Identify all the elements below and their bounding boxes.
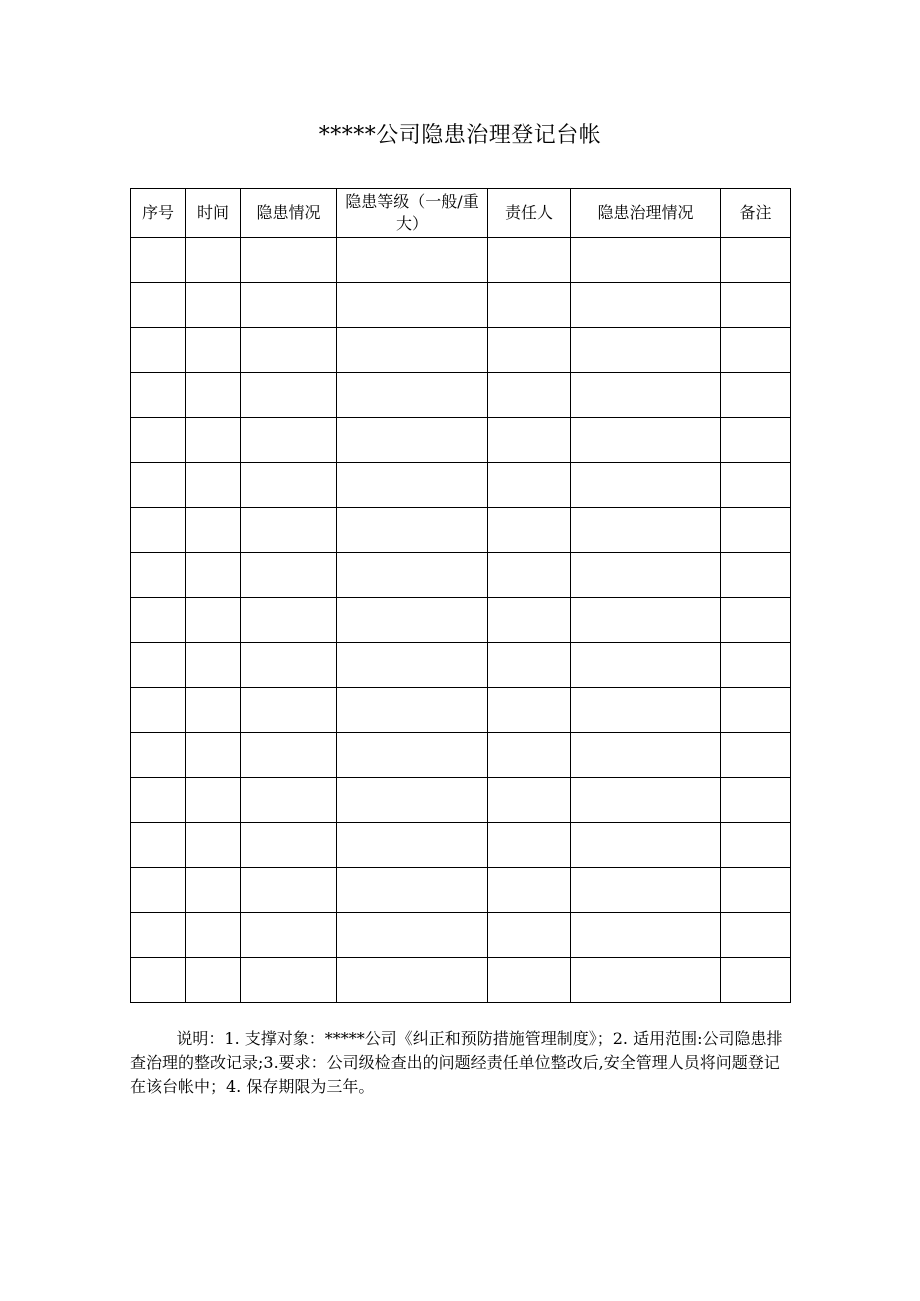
table-cell (721, 508, 791, 553)
table-cell (571, 463, 721, 508)
table-cell (488, 643, 571, 688)
table-cell (186, 283, 241, 328)
table-header-row (131, 189, 791, 238)
table-cell (721, 373, 791, 418)
table-cell (721, 868, 791, 913)
table-row (131, 418, 791, 463)
table-cell (337, 418, 488, 463)
notes-paragraph: 说明：1. 支撑对象：*****公司《纠正和预防措施管理制度》；2. 适用范围:公司隐患排查治理的整改记录;3.要求：公司级检查出的问题经责任单位整改后,安全管理人员将问题登记在该台帐中；4. 保存期限为三年。 (130, 1029, 783, 1096)
table-cell (721, 688, 791, 733)
table-cell (721, 913, 791, 958)
table-cell (337, 688, 488, 733)
table-cell (337, 553, 488, 598)
table-cell (721, 283, 791, 328)
table-cell (571, 688, 721, 733)
table-cell (337, 823, 488, 868)
table-cell (488, 508, 571, 553)
table-cell (571, 328, 721, 373)
table-cell (241, 463, 337, 508)
table-row (131, 688, 791, 733)
table-cell (131, 778, 186, 823)
table-row (131, 553, 791, 598)
table-cell (186, 868, 241, 913)
table-cell (337, 238, 488, 283)
table-cell (571, 733, 721, 778)
table-cell (337, 778, 488, 823)
table-cell (131, 643, 186, 688)
table-cell (721, 418, 791, 463)
table-cell (571, 913, 721, 958)
table-cell (186, 778, 241, 823)
table-cell (721, 598, 791, 643)
table-cell (721, 553, 791, 598)
table-cell (571, 823, 721, 868)
table-cell (337, 643, 488, 688)
table-cell (186, 328, 241, 373)
table-row (131, 823, 791, 868)
table-cell (571, 283, 721, 328)
table-cell (131, 553, 186, 598)
table-cell (337, 598, 488, 643)
table-cell (241, 283, 337, 328)
table-cell (131, 958, 186, 1003)
table-cell (571, 778, 721, 823)
table-cell (241, 958, 337, 1003)
table-cell (241, 823, 337, 868)
table-cell (241, 373, 337, 418)
table-cell (337, 328, 488, 373)
table-cell (337, 868, 488, 913)
header-time: 时间 (186, 189, 241, 238)
header-remarks: 备注 (721, 189, 791, 238)
table-cell (571, 553, 721, 598)
table-cell (488, 778, 571, 823)
table-cell (131, 913, 186, 958)
table-cell (571, 373, 721, 418)
table-cell (186, 598, 241, 643)
table-cell (571, 958, 721, 1003)
table-cell (186, 418, 241, 463)
table-cell (337, 283, 488, 328)
table-row (131, 598, 791, 643)
table-cell (186, 688, 241, 733)
table-cell (131, 508, 186, 553)
table-cell (721, 733, 791, 778)
table-cell (131, 733, 186, 778)
table-cell (241, 598, 337, 643)
table-cell (337, 463, 488, 508)
table-row (131, 373, 791, 418)
table-cell (571, 508, 721, 553)
table-cell (131, 283, 186, 328)
table-cell (488, 553, 571, 598)
document-title: *****公司隐患治理登记台帐 (318, 123, 602, 148)
table-cell (131, 373, 186, 418)
table-cell (571, 238, 721, 283)
table-cell (721, 643, 791, 688)
table-row (131, 508, 791, 553)
table-cell (131, 823, 186, 868)
table-cell (186, 643, 241, 688)
hazard-ledger-table (130, 188, 791, 1003)
table-cell (721, 328, 791, 373)
table-cell (131, 463, 186, 508)
table-row (131, 643, 791, 688)
table-cell (488, 688, 571, 733)
table-cell (186, 373, 241, 418)
table-cell (131, 688, 186, 733)
table-cell (131, 868, 186, 913)
table-cell (131, 418, 186, 463)
table-cell (488, 328, 571, 373)
table-cell (488, 913, 571, 958)
table-cell (488, 598, 571, 643)
table-cell (488, 373, 571, 418)
table-row (131, 733, 791, 778)
table-cell (186, 508, 241, 553)
table-row (131, 958, 791, 1003)
table-cell (488, 958, 571, 1003)
table-row (131, 868, 791, 913)
header-hazard-situation: 隐患情况 (241, 189, 337, 238)
header-responsible-person: 责任人 (488, 189, 571, 238)
table-cell (337, 373, 488, 418)
table-cell (488, 463, 571, 508)
table-cell (241, 508, 337, 553)
table-cell (186, 913, 241, 958)
table-cell (571, 868, 721, 913)
table-cell (337, 508, 488, 553)
table-row (131, 238, 791, 283)
table-cell (721, 958, 791, 1003)
table-cell (488, 283, 571, 328)
table-cell (241, 778, 337, 823)
table-cell (571, 418, 721, 463)
header-serial-number: 序号 (131, 189, 186, 238)
table-cell (488, 733, 571, 778)
table-cell (241, 643, 337, 688)
table-cell (337, 913, 488, 958)
table-cell (131, 238, 186, 283)
table-row (131, 283, 791, 328)
table-row (131, 913, 791, 958)
table-cell (186, 823, 241, 868)
table-cell (131, 598, 186, 643)
table-cell (488, 418, 571, 463)
table-cell (241, 418, 337, 463)
table-cell (186, 733, 241, 778)
table-cell (241, 328, 337, 373)
table-cell (488, 238, 571, 283)
table-cell (571, 598, 721, 643)
table-body (131, 238, 791, 1003)
table-cell (721, 823, 791, 868)
table-cell (186, 463, 241, 508)
table-cell (571, 643, 721, 688)
table-cell (488, 823, 571, 868)
table-cell (241, 733, 337, 778)
table-cell (241, 688, 337, 733)
table-cell (241, 913, 337, 958)
table-cell (186, 958, 241, 1003)
table-row (131, 328, 791, 373)
table-cell (241, 868, 337, 913)
table-cell (337, 958, 488, 1003)
table-row (131, 463, 791, 508)
table-cell (721, 238, 791, 283)
table-cell (131, 328, 186, 373)
table-cell (721, 778, 791, 823)
table-row (131, 778, 791, 823)
table-cell (721, 463, 791, 508)
table-cell (241, 238, 337, 283)
table-cell (488, 868, 571, 913)
table-cell (241, 553, 337, 598)
table-cell (186, 238, 241, 283)
header-hazard-level: 隐患等级（一般/重大） (337, 189, 488, 238)
table-cell (337, 733, 488, 778)
header-remediation-status: 隐患治理情况 (571, 189, 721, 238)
table-cell (186, 553, 241, 598)
